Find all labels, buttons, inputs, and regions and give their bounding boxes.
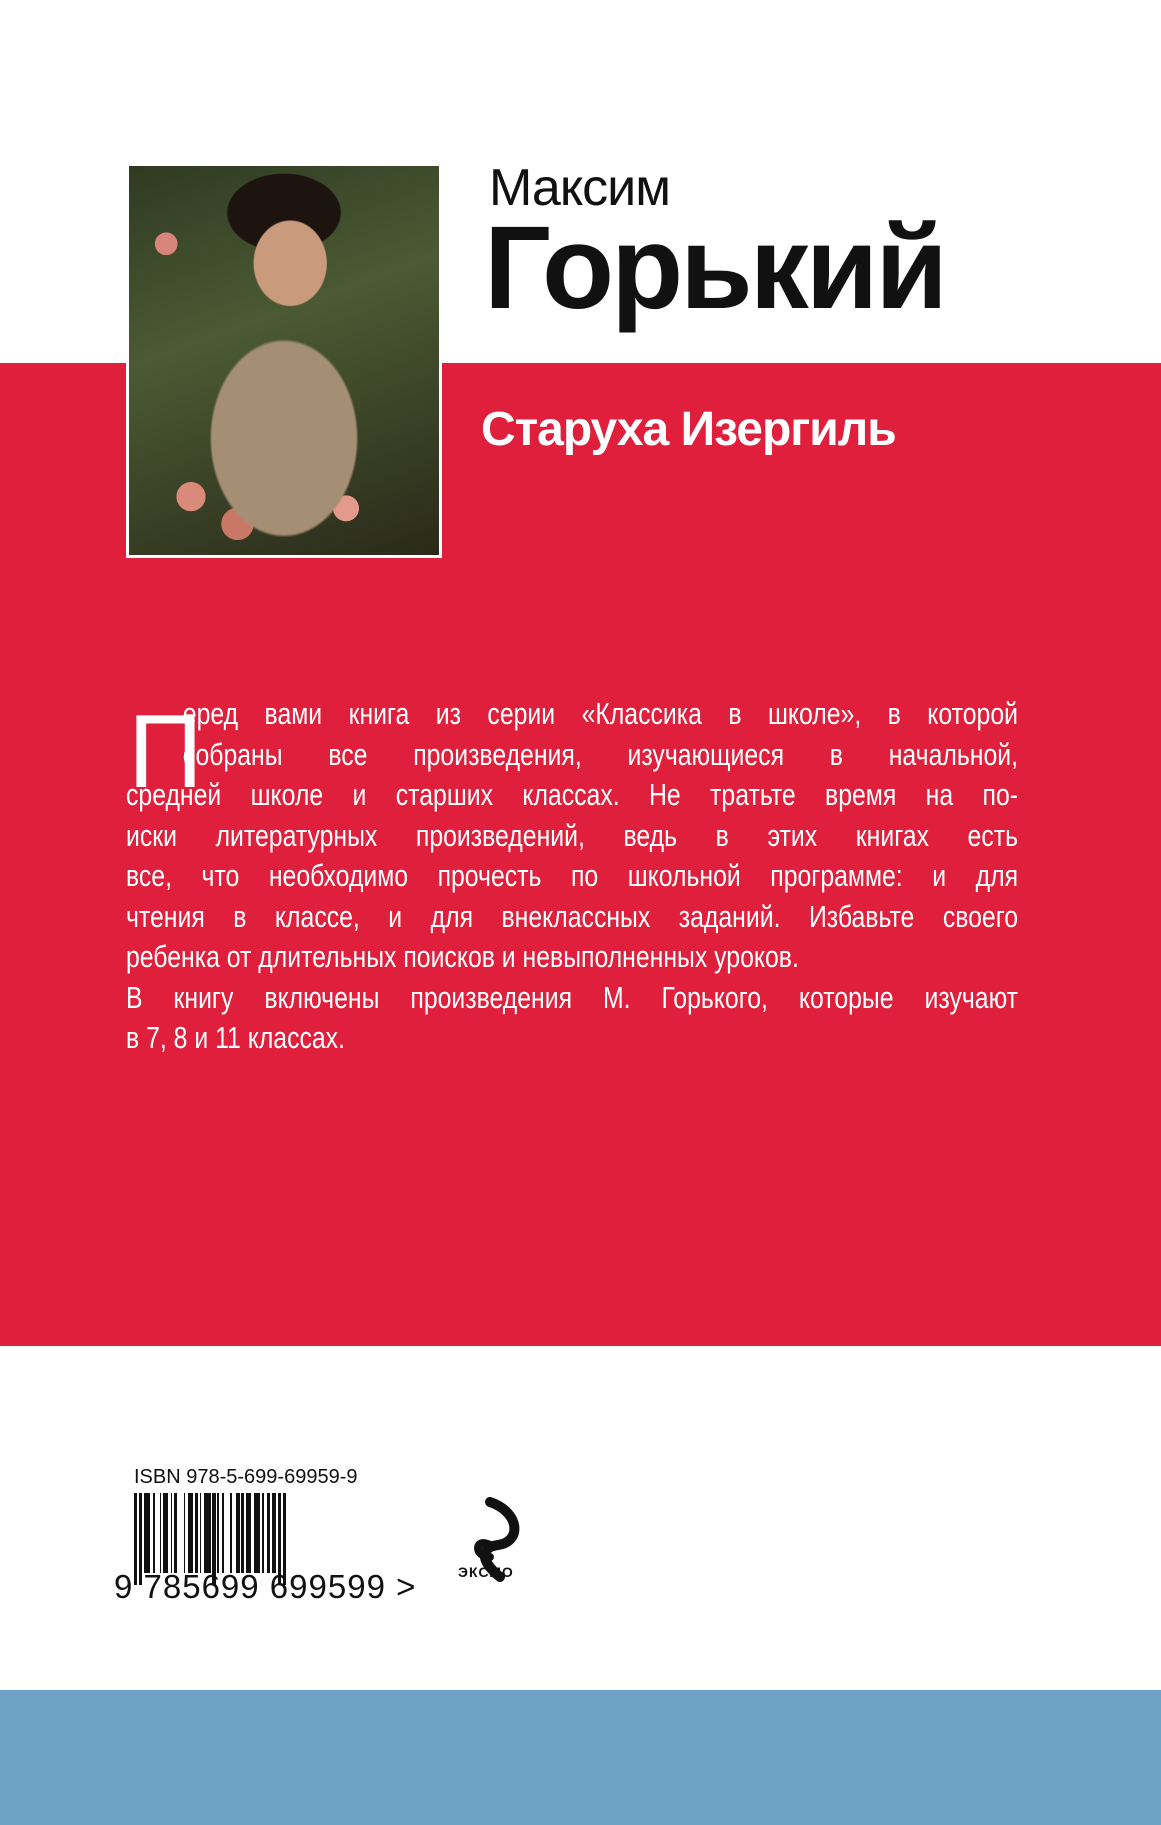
annotation-line: иски литературных произведений, ведь в этих книгах есть — [126, 817, 1018, 853]
barcode-bar — [217, 1493, 219, 1573]
barcode-bar — [230, 1493, 232, 1573]
annotation-line: в 7, 8 и 11 классах. — [126, 1020, 345, 1055]
annotation-line: все, что необходимо прочесть по школьной программе: и для — [126, 858, 1018, 893]
barcode-bar — [204, 1493, 210, 1573]
barcode-bar — [153, 1493, 155, 1573]
book-title: Старуха Изергиль — [481, 403, 896, 456]
barcode — [134, 1493, 356, 1573]
isbn-text: ISBN 978-5-699-69959-9 — [134, 1466, 358, 1488]
drop-cap: П — [128, 694, 203, 810]
barcode-bar — [188, 1493, 193, 1573]
annotation-line: еред вами книга из серии «Классика в школе», в которой — [182, 696, 1019, 731]
publisher-name: ЭКСМО — [458, 1564, 514, 1580]
blue-band — [0, 1690, 1161, 1825]
barcode-bar — [222, 1493, 224, 1573]
barcode-bar — [262, 1493, 264, 1573]
annotation-line: В книгу включены произведения М. Горького, которые изучают — [126, 979, 1018, 1015]
cover-portrait-painting — [126, 163, 442, 558]
barcode-bar — [236, 1493, 239, 1573]
annotation-line: чтения в классе, и для внеклассных заданий. Избавьте своего — [126, 898, 1018, 934]
barcode-bar — [195, 1493, 198, 1573]
annotation-line: собраны все произведения, изучающиеся в начальной, — [182, 736, 1019, 772]
barcode-bar — [254, 1493, 260, 1573]
author-first-name: Максим — [489, 159, 670, 217]
barcode-bar — [241, 1493, 244, 1573]
author-last-name: Горький — [484, 202, 945, 334]
barcode-bar — [160, 1493, 162, 1573]
barcode-bar — [184, 1493, 186, 1573]
barcode-bar — [174, 1493, 177, 1573]
annotation-text — [126, 694, 1018, 1059]
barcode-bar — [144, 1493, 150, 1573]
barcode-bar — [272, 1493, 277, 1573]
barcode-bar — [163, 1493, 168, 1573]
barcode-bar — [267, 1493, 270, 1573]
barcode-bar — [171, 1493, 173, 1573]
barcode-bar — [200, 1493, 202, 1573]
barcode-bar — [246, 1493, 251, 1573]
annotation-line: средней школе и старших классах. Не тратьте время на по- — [126, 777, 1018, 812]
annotation-line: ребенка от длительных поисков и невыполненных уроков. — [126, 939, 799, 974]
barcode-digits: 9 785699 699599 > — [114, 1568, 417, 1605]
